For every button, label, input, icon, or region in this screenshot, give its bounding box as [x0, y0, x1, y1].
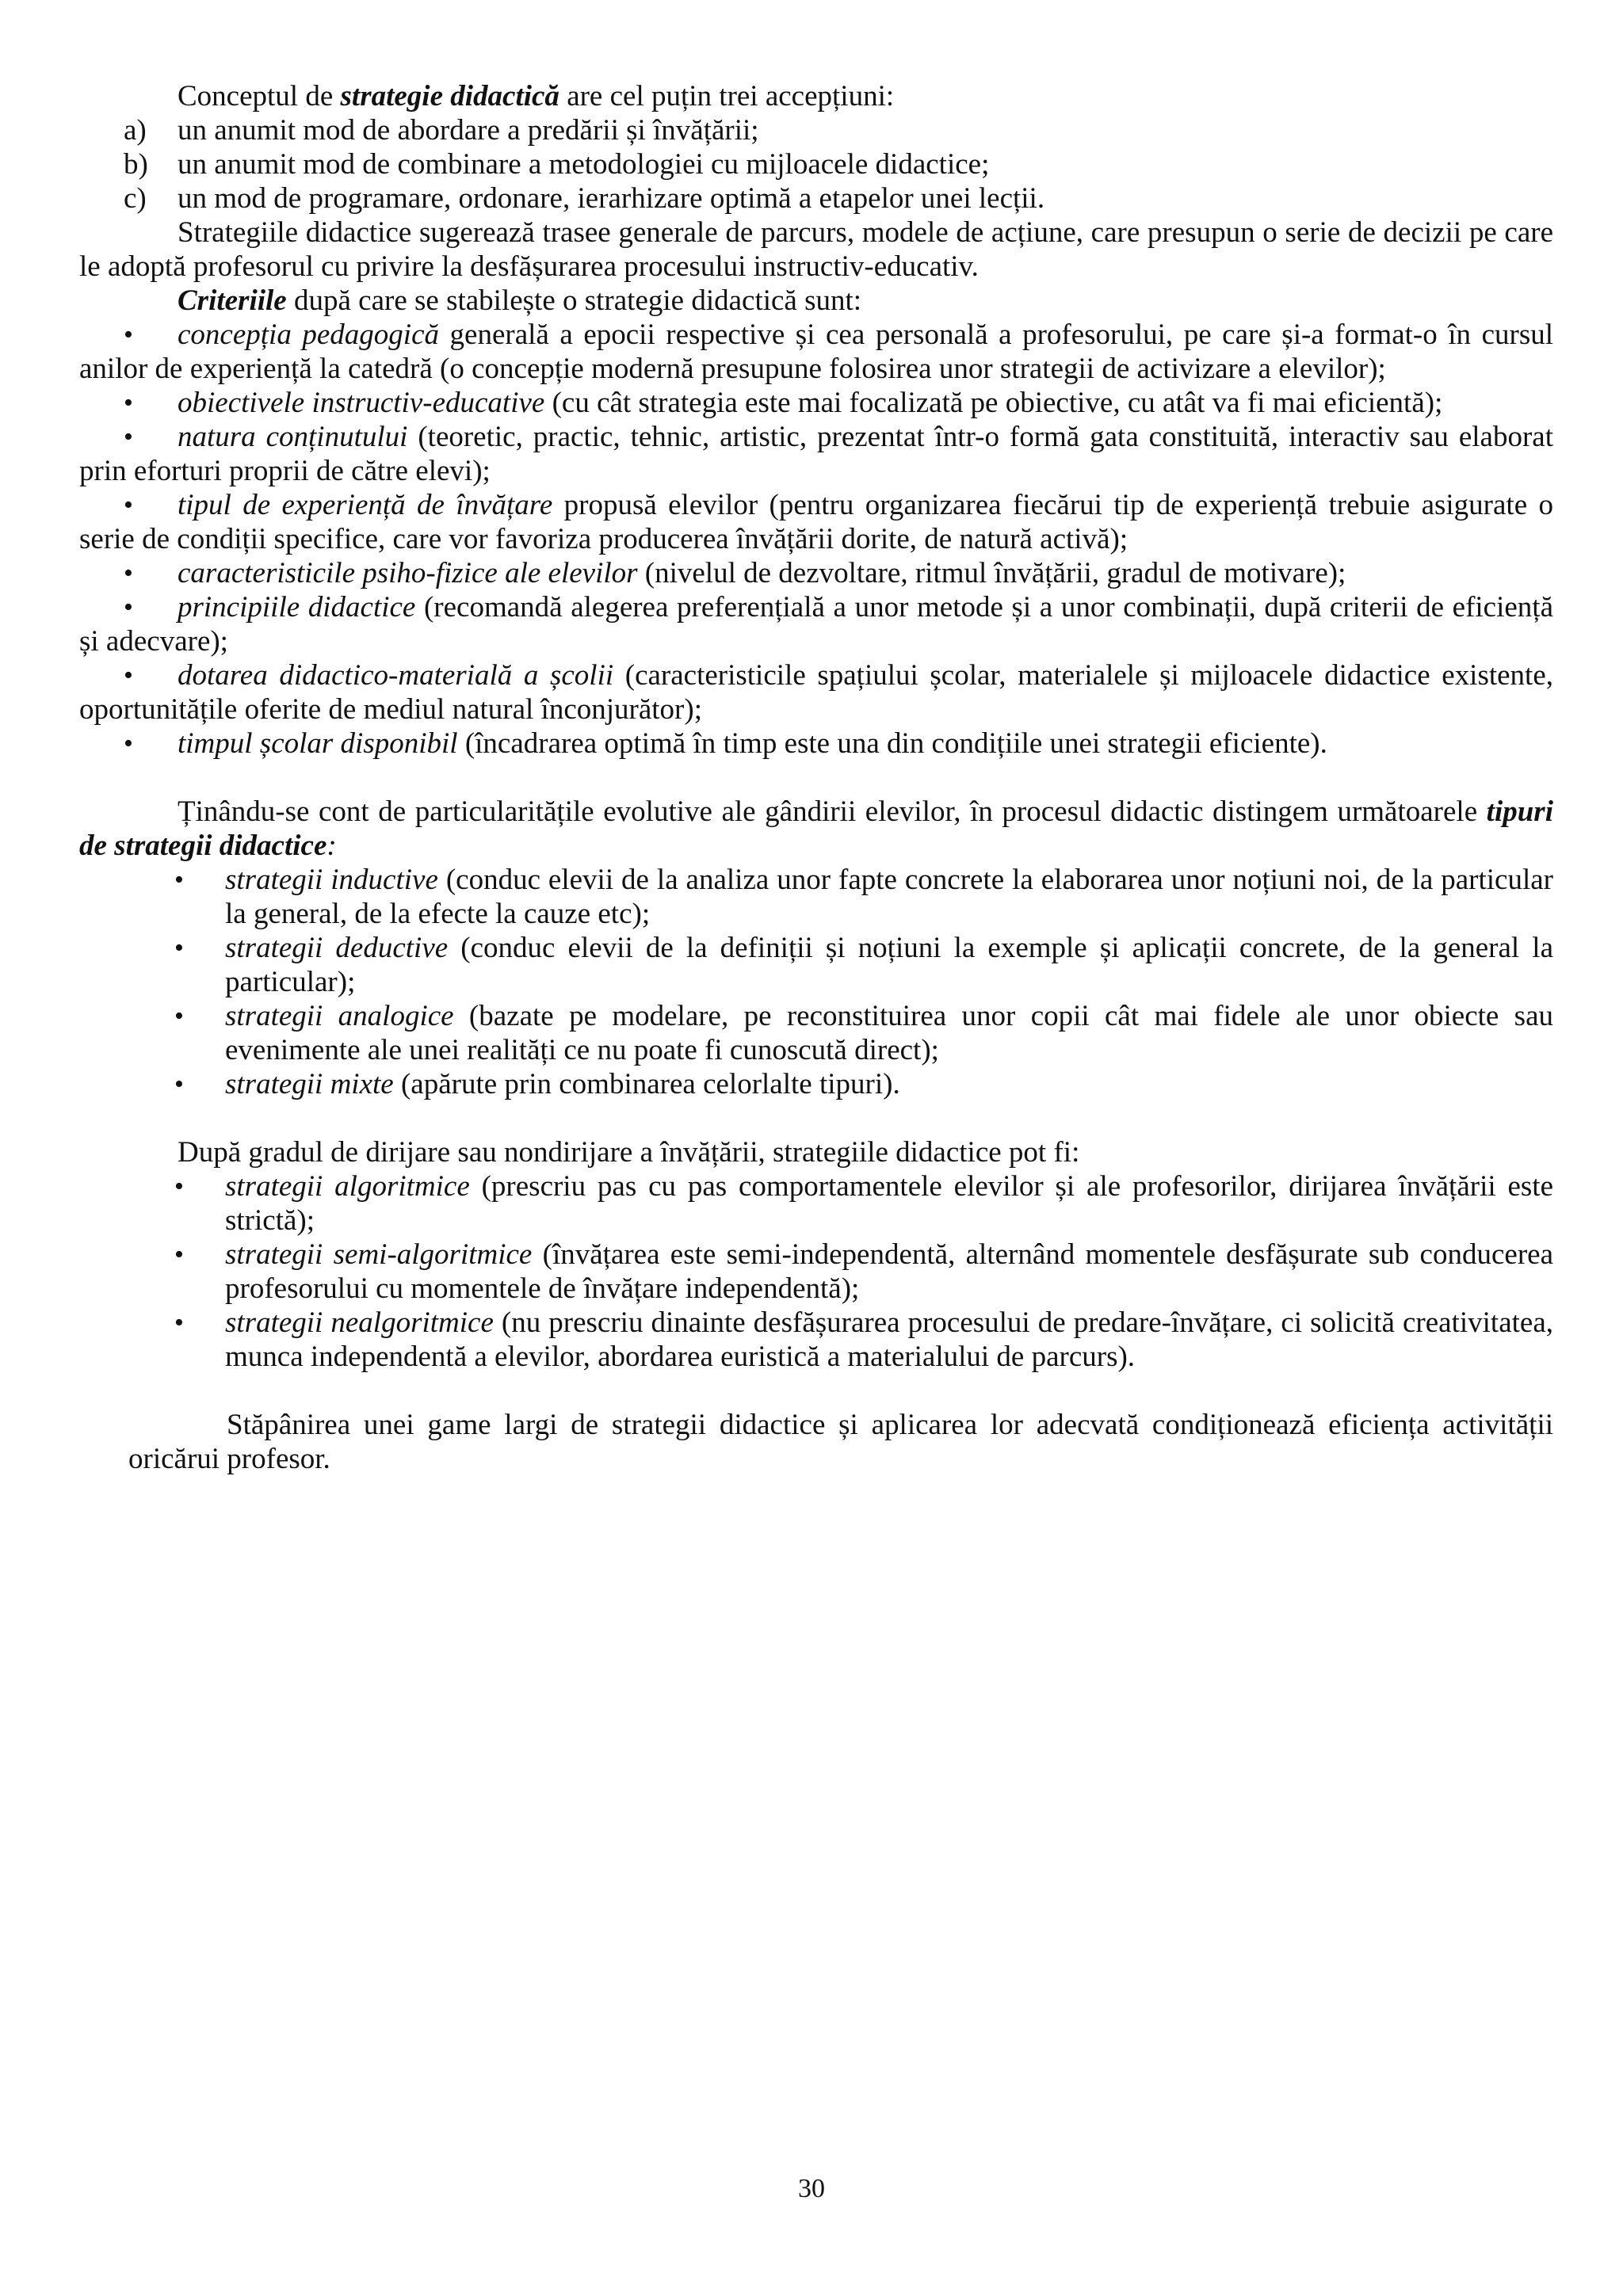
- direction-type-text: (prescriu pas cu pas comportamentele elevilor și ale profesorilor, dirijarea învățării este strictă);: [225, 1170, 1553, 1237]
- strategy-types-list: [79, 863, 1553, 1101]
- direction-type-term: strategii nealgoritmice: [225, 1306, 494, 1339]
- criteria-item: [79, 318, 1553, 386]
- direction-type-term: strategii semi-algoritmice: [225, 1238, 533, 1271]
- intro-term-strategie-didactica: strategie didactică: [340, 80, 559, 113]
- criteria-item: [79, 658, 1553, 727]
- types-intro-colon: :: [327, 830, 337, 862]
- strategies-paragraph: Strategiile didactice sugerează trasee generale de parcurs, modele de acțiune, care presupun o serie de decizii pe care le adoptă profesorul cu privire la desfășurarea procesului instructiv-educativ.: [79, 216, 1553, 283]
- criteria-intro: [79, 284, 1553, 318]
- criteria-item: [79, 556, 1553, 590]
- criteria-item-text: (încadrarea optimă în timp este una din condițiile unei strategii eficiente).: [457, 727, 1327, 760]
- paragraph-gap: [79, 1374, 1553, 1408]
- criteria-item-term: dotarea didactico-materială a școlii: [178, 659, 614, 692]
- bullet-icon: •: [124, 320, 133, 349]
- acception-text: un mod de programare, ordonare, ierarhizare optimă a etapelor unei lecții.: [178, 182, 1045, 215]
- strategy-type-text: (conduc elevii de la analiza unor fapte concrete la elaborarea unor noțiuni noi, de la particular la general, de la efecte la cauze etc);: [225, 864, 1553, 930]
- bullet-icon: •: [124, 388, 133, 418]
- bullet-icon: •: [124, 661, 133, 690]
- strategy-type-item: [79, 999, 1553, 1067]
- list-marker: a): [124, 114, 147, 147]
- types-intro: [79, 795, 1553, 863]
- criteria-item-term: caracteristicile psiho-fizice ale elevilor: [178, 557, 638, 589]
- direction-type-item: [79, 1169, 1553, 1238]
- direction-type-item: [79, 1238, 1553, 1306]
- bullet-icon: •: [174, 1308, 184, 1337]
- intro-text-end: are cel puțin trei accepțiuni:: [559, 80, 895, 113]
- bullet-icon: •: [174, 1240, 184, 1269]
- bullet-icon: •: [174, 1172, 184, 1201]
- bullet-icon: •: [174, 1070, 184, 1099]
- list-marker: b): [124, 148, 148, 181]
- intro-paragraph: [79, 79, 1553, 113]
- criteria-item: [79, 386, 1553, 420]
- criteria-item-text: (cu cât strategia este mai focalizată pe obiective, cu atât va fi mai eficientă);: [544, 387, 1443, 419]
- direction-types-list: [79, 1169, 1553, 1374]
- strategy-type-term: strategii deductive: [225, 932, 449, 964]
- strategy-type-text: (bazate pe modelare, pe reconstituirea unor copii cât mai fidele ale unor obiecte sau evenimente ale unei realități ce nu poate fi cunoscută direct);: [225, 1000, 1553, 1066]
- bullet-icon: •: [124, 593, 133, 622]
- criteria-item-text: propusă elevilor (pentru organizarea fiecărui tip de experiență trebuie asigurate o serie de condiții specifice, care vor favoriza producerea învățării dorite, de natură activă);: [79, 489, 1553, 555]
- paragraph-gap: [79, 761, 1553, 795]
- acception-text: un anumit mod de combinare a metodologiei cu mijloacele didactice;: [178, 148, 990, 181]
- criteria-item-term: timpul școlar disponibil: [178, 727, 458, 760]
- bullet-icon: •: [124, 559, 133, 588]
- bullet-icon: •: [174, 933, 184, 963]
- strategy-type-text: (conduc elevii de la definiții și noțiuni la exemple și aplicații concrete, de la general la particular);: [225, 932, 1553, 998]
- types-term: tipuri de strategii didactice: [79, 795, 1553, 862]
- strategy-type-term: strategii analogice: [225, 1000, 454, 1032]
- criteria-item-text: (caracteristicile spațiului școlar, materialele și mijloacele didactice existente, oportunitățile oferite de mediul natural înconjurător);: [79, 659, 1553, 726]
- bullet-icon: •: [124, 422, 133, 452]
- criteria-item-text: generală a epocii respective și cea personală a profesorului, pe care și-a format-o în cursul anilor de experiență la catedră (o concepție modernă presupune folosirea unor strategii de activizare a elevilor);: [79, 318, 1553, 385]
- direction-type-text: (învățarea este semi-independentă, alternând momentele desfășurate sub conducerea profesorului cu momentele de învățare independentă);: [225, 1238, 1553, 1305]
- criteria-item: [79, 420, 1553, 488]
- criteria-item-term: tipul de experiență de învățare: [178, 489, 553, 521]
- document-page: [79, 79, 1553, 1476]
- direction-intro: După gradul de dirijare sau nondirijare a învățării, strategiile didactice pot fi:: [178, 1136, 1080, 1169]
- direction-type-term: strategii algoritmice: [225, 1170, 470, 1203]
- criteria-item: [79, 727, 1553, 761]
- criteria-term: Criteriile: [178, 284, 287, 317]
- criteria-intro-text: după care se stabilește o strategie didactică sunt:: [286, 284, 862, 317]
- list-marker: c): [124, 182, 147, 215]
- types-intro-text: Ținându-se cont de particularitățile evolutive ale gândirii elevilor, în procesul didactic distingem următoarele: [178, 795, 1487, 828]
- bullet-icon: •: [174, 1001, 184, 1031]
- acception-item: [79, 147, 1553, 181]
- criteria-item-term: obiectivele instructiv-educative: [178, 387, 545, 419]
- bullet-icon: •: [174, 865, 184, 894]
- conclusion-paragraph: Stăpânirea unei game largi de strategii didactice și aplicarea lor adecvată condiționează eficiența activității oricărui profesor.: [128, 1409, 1553, 1475]
- strategy-type-text: (apărute prin combinarea celorlalte tipuri).: [393, 1068, 900, 1100]
- criteria-item-text: (nivelul de dezvoltare, ritmul învățării, gradul de motivare);: [637, 557, 1346, 589]
- criteria-list: [79, 318, 1553, 761]
- acception-text: un anumit mod de abordare a predării și învățării;: [178, 114, 759, 147]
- direction-type-item: [79, 1306, 1553, 1374]
- direction-type-text: (nu prescriu dinainte desfășurarea procesului de predare-învățare, ci solicită creativitatea, munca independentă a elevilor, abordarea euristică a materialului de parcurs).: [225, 1306, 1553, 1373]
- bullet-icon: •: [124, 729, 133, 758]
- criteria-item-term: concepția pedagogică: [178, 318, 439, 351]
- acception-item: [79, 113, 1553, 147]
- paragraph-gap: [79, 1101, 1553, 1135]
- strategy-type-term: strategii inductive: [225, 864, 438, 896]
- strategy-type-item: [79, 931, 1553, 999]
- intro-text-start: Conceptul de: [178, 80, 341, 113]
- criteria-item-text: (teoretic, practic, tehnic, artistic, prezentat într-o formă gata constituită, interactiv sau elaborat prin eforturi proprii de către elevi);: [79, 421, 1553, 487]
- acception-item: [79, 181, 1553, 215]
- page-number: 30: [798, 2174, 825, 2203]
- criteria-item-text: (recomandă alegerea preferențială a unor metode și a unor combinații, după criterii de eficiență și adecvare);: [79, 591, 1553, 658]
- strategy-type-item: [79, 863, 1553, 931]
- strategy-type-term: strategii mixte: [225, 1068, 394, 1100]
- criteria-item-term: natura conținutului: [178, 421, 408, 453]
- acceptions-list: [79, 113, 1553, 215]
- criteria-item-term: principiile didactice: [178, 591, 416, 624]
- criteria-item: [79, 488, 1553, 556]
- bullet-icon: •: [124, 490, 133, 520]
- criteria-item: [79, 590, 1553, 658]
- strategy-type-item: [79, 1067, 1553, 1101]
